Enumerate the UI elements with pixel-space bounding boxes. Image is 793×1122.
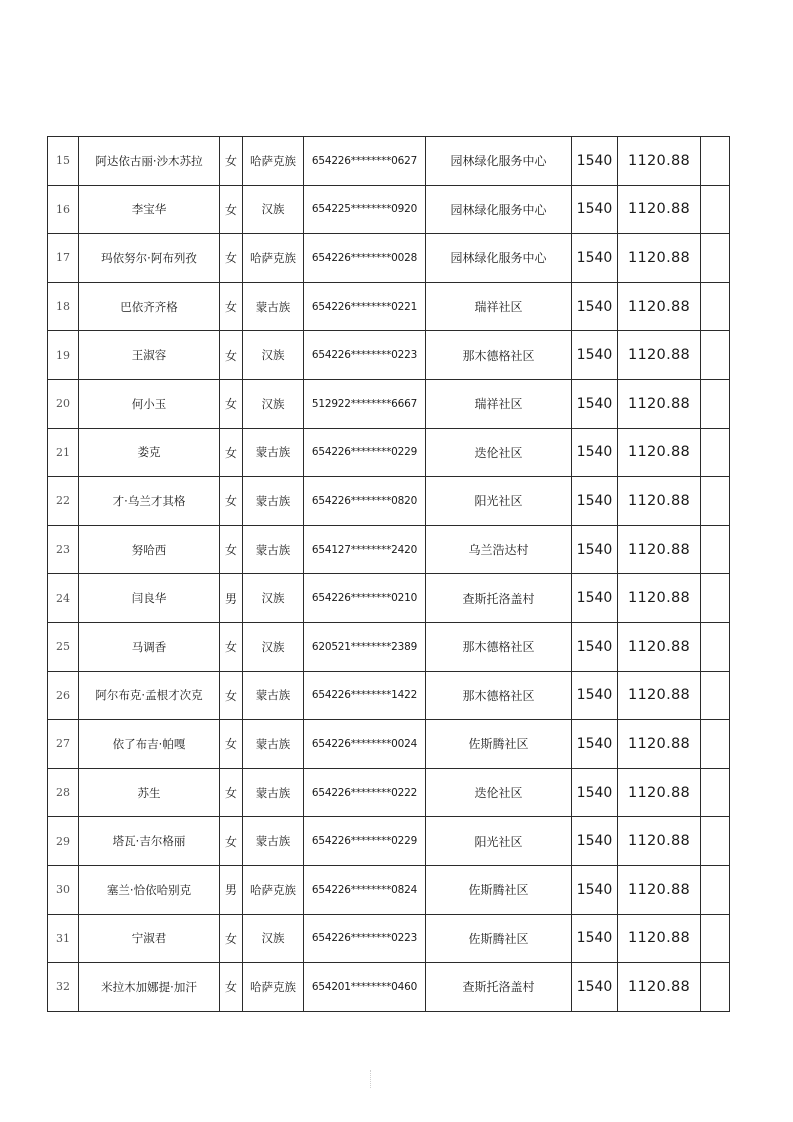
base-amount: 1540 [572, 282, 618, 331]
work-unit: 那木德格社区 [426, 671, 572, 720]
ethnicity: 汉族 [243, 622, 304, 671]
row-number: 16 [48, 185, 79, 234]
person-name: 塔瓦·吉尔格丽 [79, 817, 220, 866]
ethnicity: 哈萨克族 [243, 137, 304, 186]
ethnicity: 汉族 [243, 185, 304, 234]
table-row [48, 331, 730, 380]
sex: 女 [220, 622, 243, 671]
work-unit: 佐斯腾社区 [426, 914, 572, 963]
ethnicity: 哈萨克族 [243, 963, 304, 1012]
person-name: 宁淑君 [79, 914, 220, 963]
base-amount: 1540 [572, 137, 618, 186]
remarks [701, 574, 730, 623]
sex: 女 [220, 720, 243, 769]
subsidy-amount: 1120.88 [618, 574, 701, 623]
work-unit: 佐斯腾社区 [426, 720, 572, 769]
person-name: 阿尔布克·孟根才次克 [79, 671, 220, 720]
row-number: 24 [48, 574, 79, 623]
id-number: 654225********0920 [304, 185, 426, 234]
sex: 女 [220, 137, 243, 186]
remarks [701, 817, 730, 866]
subsidy-amount: 1120.88 [618, 671, 701, 720]
sex: 女 [220, 185, 243, 234]
ethnicity: 蒙古族 [243, 282, 304, 331]
id-number: 654201********0460 [304, 963, 426, 1012]
person-name: 努哈西 [79, 525, 220, 574]
ethnicity: 蒙古族 [243, 477, 304, 526]
work-unit: 园林绿化服务中心 [426, 185, 572, 234]
id-number: 654226********0820 [304, 477, 426, 526]
id-number: 620521********2389 [304, 622, 426, 671]
subsidy-amount: 1120.88 [618, 817, 701, 866]
person-name: 王淑容 [79, 331, 220, 380]
subsidy-amount: 1120.88 [618, 525, 701, 574]
row-number: 18 [48, 282, 79, 331]
person-name: 娄克 [79, 428, 220, 477]
sex: 女 [220, 817, 243, 866]
work-unit: 阳光社区 [426, 477, 572, 526]
remarks [701, 234, 730, 283]
table-row [48, 137, 730, 186]
person-name: 阿达依古丽·沙木苏拉 [79, 137, 220, 186]
sex: 女 [220, 282, 243, 331]
ethnicity: 汉族 [243, 379, 304, 428]
scan-mark [370, 1070, 373, 1088]
base-amount: 1540 [572, 525, 618, 574]
subsidy-amount: 1120.88 [618, 331, 701, 380]
base-amount: 1540 [572, 720, 618, 769]
person-name: 李宝华 [79, 185, 220, 234]
ethnicity: 汉族 [243, 574, 304, 623]
id-number: 654226********0627 [304, 137, 426, 186]
base-amount: 1540 [572, 428, 618, 477]
id-number: 512922********6667 [304, 379, 426, 428]
person-name: 马调香 [79, 622, 220, 671]
base-amount: 1540 [572, 963, 618, 1012]
ethnicity: 汉族 [243, 914, 304, 963]
ethnicity: 蒙古族 [243, 720, 304, 769]
sex: 女 [220, 963, 243, 1012]
base-amount: 1540 [572, 671, 618, 720]
id-number: 654226********0223 [304, 914, 426, 963]
person-name: 闫良华 [79, 574, 220, 623]
row-number: 28 [48, 768, 79, 817]
table-row [48, 768, 730, 817]
ethnicity: 蒙古族 [243, 525, 304, 574]
row-number: 23 [48, 525, 79, 574]
ethnicity: 蒙古族 [243, 671, 304, 720]
remarks [701, 331, 730, 380]
table-row [48, 865, 730, 914]
table-row [48, 379, 730, 428]
work-unit: 瑞祥社区 [426, 379, 572, 428]
remarks [701, 477, 730, 526]
roster-table [47, 136, 730, 1012]
remarks [701, 379, 730, 428]
base-amount: 1540 [572, 865, 618, 914]
ethnicity: 哈萨克族 [243, 234, 304, 283]
person-name: 才·乌兰才其格 [79, 477, 220, 526]
sex: 女 [220, 331, 243, 380]
work-unit: 园林绿化服务中心 [426, 137, 572, 186]
remarks [701, 622, 730, 671]
table-row [48, 477, 730, 526]
subsidy-amount: 1120.88 [618, 768, 701, 817]
ethnicity: 汉族 [243, 331, 304, 380]
base-amount: 1540 [572, 574, 618, 623]
base-amount: 1540 [572, 379, 618, 428]
remarks [701, 720, 730, 769]
subsidy-amount: 1120.88 [618, 865, 701, 914]
sex: 女 [220, 428, 243, 477]
id-number: 654226********0229 [304, 817, 426, 866]
row-number: 25 [48, 622, 79, 671]
table-row [48, 817, 730, 866]
base-amount: 1540 [572, 477, 618, 526]
row-number: 32 [48, 963, 79, 1012]
person-name: 米拉木加娜提·加汗 [79, 963, 220, 1012]
person-name: 塞兰·恰依哈别克 [79, 865, 220, 914]
id-number: 654226********0824 [304, 865, 426, 914]
subsidy-amount: 1120.88 [618, 379, 701, 428]
work-unit: 查斯托洛盖村 [426, 574, 572, 623]
subsidy-amount: 1120.88 [618, 622, 701, 671]
id-number: 654226********0221 [304, 282, 426, 331]
table-row [48, 574, 730, 623]
person-name: 苏生 [79, 768, 220, 817]
ethnicity: 蒙古族 [243, 428, 304, 477]
table-row [48, 963, 730, 1012]
table-row [48, 428, 730, 477]
row-number: 30 [48, 865, 79, 914]
sex: 女 [220, 525, 243, 574]
subsidy-amount: 1120.88 [618, 428, 701, 477]
table-row [48, 282, 730, 331]
remarks [701, 282, 730, 331]
work-unit: 迭伦社区 [426, 768, 572, 817]
base-amount: 1540 [572, 768, 618, 817]
id-number: 654226********1422 [304, 671, 426, 720]
roster-table-body [48, 137, 730, 1012]
subsidy-amount: 1120.88 [618, 720, 701, 769]
ethnicity: 蒙古族 [243, 817, 304, 866]
person-name: 何小玉 [79, 379, 220, 428]
id-number: 654226********0210 [304, 574, 426, 623]
base-amount: 1540 [572, 914, 618, 963]
work-unit: 瑞祥社区 [426, 282, 572, 331]
subsidy-amount: 1120.88 [618, 137, 701, 186]
remarks [701, 428, 730, 477]
sex: 女 [220, 671, 243, 720]
table-row [48, 720, 730, 769]
sex: 男 [220, 574, 243, 623]
id-number: 654127********2420 [304, 525, 426, 574]
row-number: 29 [48, 817, 79, 866]
subsidy-amount: 1120.88 [618, 914, 701, 963]
row-number: 19 [48, 331, 79, 380]
person-name: 依了布吉·帕嘎 [79, 720, 220, 769]
work-unit: 那木德格社区 [426, 622, 572, 671]
remarks [701, 865, 730, 914]
base-amount: 1540 [572, 185, 618, 234]
subsidy-amount: 1120.88 [618, 963, 701, 1012]
table-row [48, 234, 730, 283]
remarks [701, 914, 730, 963]
table-row [48, 622, 730, 671]
base-amount: 1540 [572, 234, 618, 283]
subsidy-amount: 1120.88 [618, 282, 701, 331]
ethnicity: 蒙古族 [243, 768, 304, 817]
row-number: 26 [48, 671, 79, 720]
id-number: 654226********0223 [304, 331, 426, 380]
work-unit: 那木德格社区 [426, 331, 572, 380]
sex: 女 [220, 234, 243, 283]
subsidy-amount: 1120.88 [618, 185, 701, 234]
id-number: 654226********0229 [304, 428, 426, 477]
base-amount: 1540 [572, 622, 618, 671]
work-unit: 迭伦社区 [426, 428, 572, 477]
work-unit: 乌兰浩达村 [426, 525, 572, 574]
remarks [701, 963, 730, 1012]
person-name: 玛依努尔·阿布列孜 [79, 234, 220, 283]
row-number: 20 [48, 379, 79, 428]
id-number: 654226********0222 [304, 768, 426, 817]
ethnicity: 哈萨克族 [243, 865, 304, 914]
row-number: 22 [48, 477, 79, 526]
row-number: 15 [48, 137, 79, 186]
work-unit: 佐斯腾社区 [426, 865, 572, 914]
remarks [701, 671, 730, 720]
subsidy-amount: 1120.88 [618, 234, 701, 283]
row-number: 31 [48, 914, 79, 963]
person-name: 巴依齐齐格 [79, 282, 220, 331]
sex: 女 [220, 477, 243, 526]
work-unit: 园林绿化服务中心 [426, 234, 572, 283]
work-unit: 阳光社区 [426, 817, 572, 866]
table-row [48, 671, 730, 720]
subsidy-amount: 1120.88 [618, 477, 701, 526]
remarks [701, 525, 730, 574]
id-number: 654226********0028 [304, 234, 426, 283]
work-unit: 查斯托洛盖村 [426, 963, 572, 1012]
remarks [701, 137, 730, 186]
base-amount: 1540 [572, 817, 618, 866]
sex: 女 [220, 379, 243, 428]
table-row [48, 914, 730, 963]
sex: 男 [220, 865, 243, 914]
remarks [701, 185, 730, 234]
table-row [48, 525, 730, 574]
id-number: 654226********0024 [304, 720, 426, 769]
base-amount: 1540 [572, 331, 618, 380]
table-row [48, 185, 730, 234]
remarks [701, 768, 730, 817]
row-number: 17 [48, 234, 79, 283]
sex: 女 [220, 768, 243, 817]
row-number: 27 [48, 720, 79, 769]
row-number: 21 [48, 428, 79, 477]
sex: 女 [220, 914, 243, 963]
